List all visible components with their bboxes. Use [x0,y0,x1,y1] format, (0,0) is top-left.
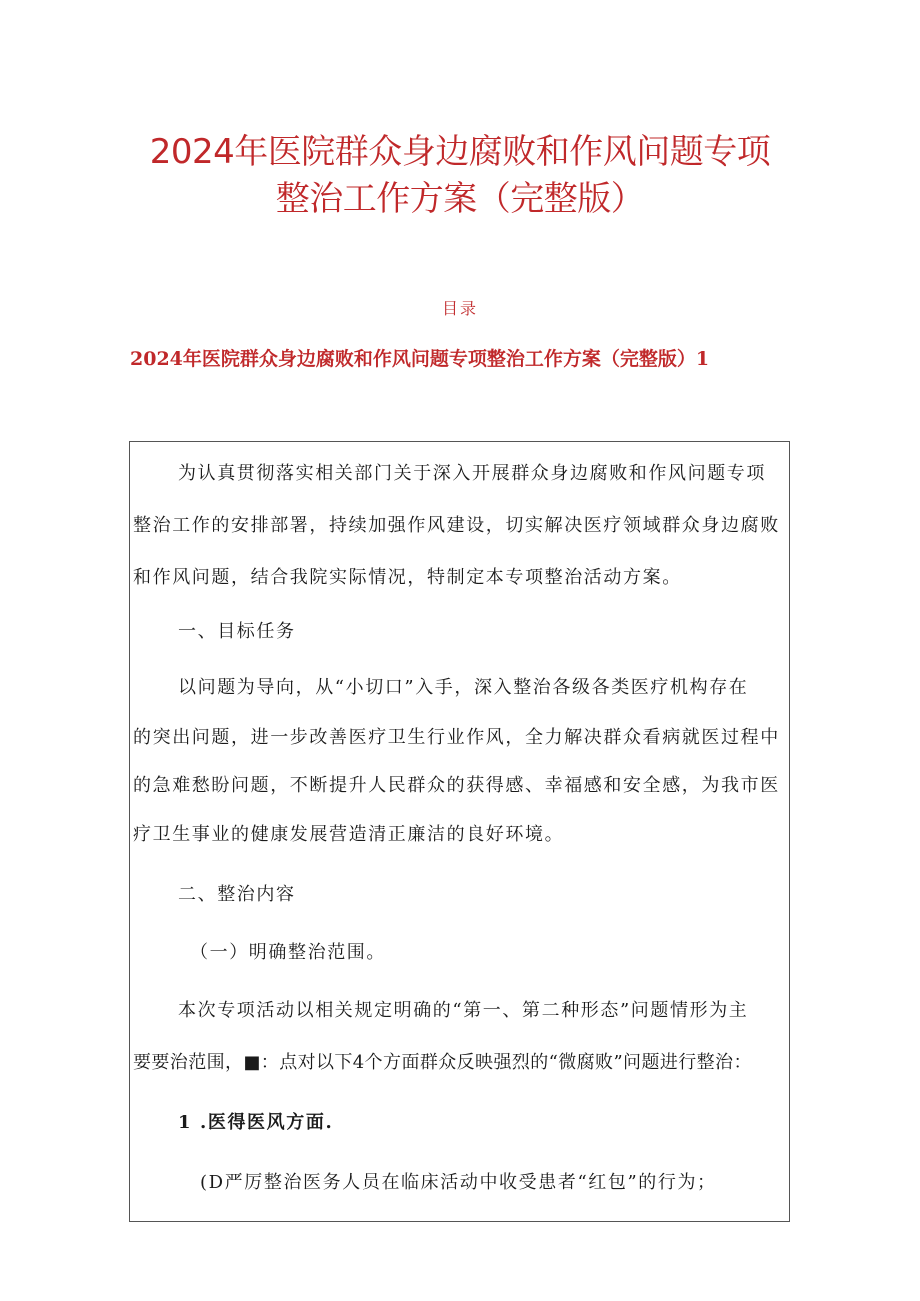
document-title-line-1: 2024年医院群众身边腐败和作风问题专项 [149,132,771,172]
subsection-1-line-1: 本次专项活动以相关规定明确的“第一、第二种形态”问题情形为主 [178,1000,749,1021]
section-1-line-1: 以问题为导向，从“小切口”入手，深入整治各级各类医疗机构存在 [178,677,749,698]
toc-entry[interactable]: 2024年医院群众身边腐败和作风问题专项整治工作方案（完整版）1 [130,348,710,370]
subsection-1-heading: （一）明确整治范围。 [190,942,386,963]
intro-line-3: 和作风问题，结合我院实际情况，特制定本专项整治活动方案。 [133,567,682,588]
toc-label: 目录 [441,299,478,318]
section-1-line-3: 的急难愁盼问题，不断提升人民群众的获得感、幸福感和安全感，为我市医 [133,775,780,796]
subsection-1-line-2: 要要治范围，■：点对以下4个方面群众反映强烈的“微腐败”问题进行整治： [133,1052,752,1073]
item-1-heading: 1 .医得医风方面. [178,1112,334,1133]
intro-line-1: 为认真贯彻落实相关部门关于深入开展群众身边腐败和作风问题专项 [178,463,766,484]
section-1-line-2: 的突出问题，进一步改善医疗卫生行业作风，全力解决群众看病就医过程中 [133,727,780,748]
section-1-heading: 一、目标任务 [178,621,296,642]
item-1-subitem-1: (D严厉整治医务人员在临床活动中收受患者“红包”的行为； [200,1172,717,1193]
document-title-line-2: 整治工作方案（完整版） [275,179,645,219]
section-2-heading: 二、整治内容 [178,884,296,905]
intro-line-2: 整治工作的安排部署，持续加强作风建设，切实解决医疗领域群众身边腐败 [133,515,780,536]
section-1-line-4: 疗卫生事业的健康发展营造清正廉洁的良好环境。 [133,824,565,845]
